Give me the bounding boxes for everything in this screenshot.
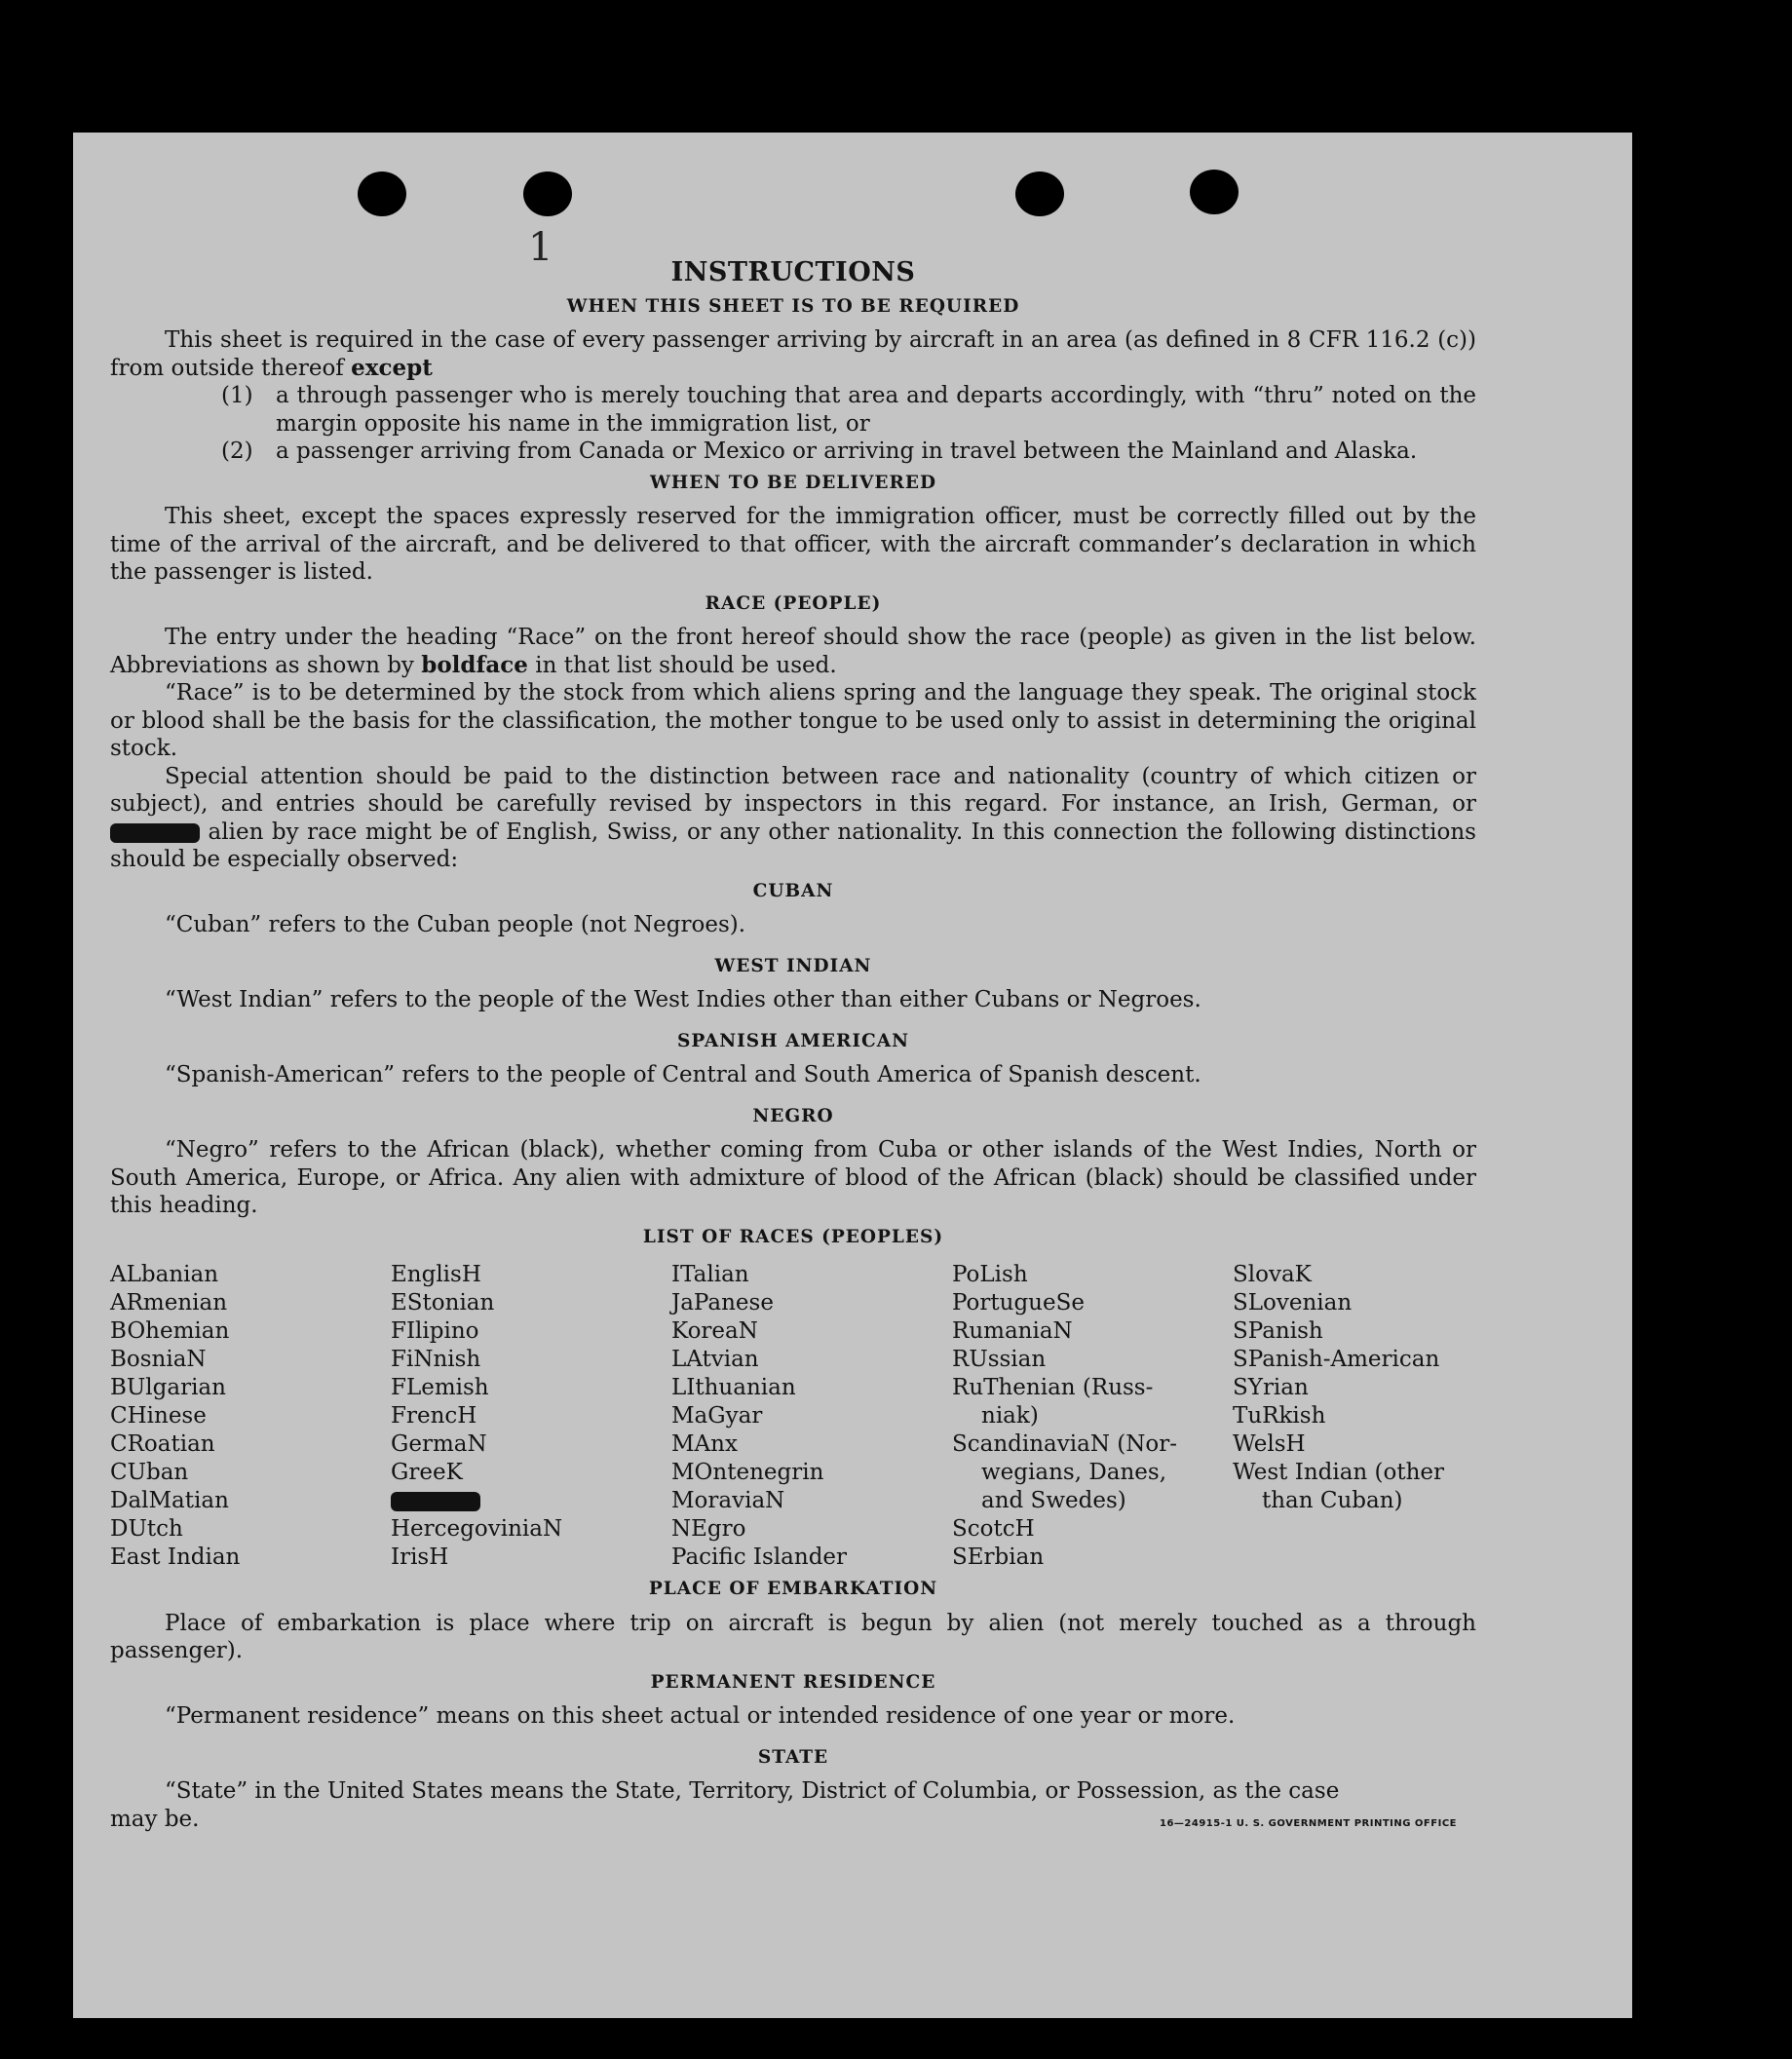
race-list-item: WelsH [1233,1431,1306,1457]
race-list-item: SPanish [1233,1318,1323,1344]
race-list-item [391,1487,671,1515]
race-list-item: LIthuanian [671,1375,796,1400]
race-list-item: PortugueSe [952,1290,1085,1315]
section-heading: STATE [757,1746,829,1768]
paragraph: Special attention should be paid to the distinction between race and nationality (country of which citizen or subject), and entries should be carefully revised by inspectors in this regard. For instance, an Irish, German, or alien by race might be of English, Swiss, or any other nationality. In this connection the following distinctions should be especially observed: [110,763,1476,872]
paragraph: This sheet, except the spaces expressly reserved for the immigration officer, must be correctly filled out by the time of the arrival of the aircraft, and be delivered to that officer, with the aircraft commander’s declaration in which the passenger is listed. [110,504,1476,585]
redaction-mark [391,1492,480,1511]
race-list-item: MaGyar [671,1403,763,1429]
race-list-item: GreeK [391,1460,463,1485]
section-heading: PLACE OF EMBARKATION [648,1579,938,1599]
race-list-item: ITalian [671,1262,749,1287]
race-list-item: MoraviaN [671,1488,785,1513]
race-list-item: HercegoviniaN [391,1516,563,1542]
page-title: INSTRUCTIONS [670,257,916,287]
race-list-item: BosniaN [110,1347,207,1372]
paragraph: “Permanent residence” means on this sheet actual or intended residence of one year or more. [165,1703,1236,1729]
race-list-item: SlovaK [1233,1262,1312,1287]
punch-hole [1015,172,1064,216]
section-heading: WHEN TO BE DELIVERED [650,472,936,493]
race-list-item: MOntenegrin [671,1460,824,1485]
paragraph: “State” in the United States means the State, Territory, District of Columbia, or Possession, as the case [165,1778,1340,1804]
race-list-item: Pacific Islander [671,1544,848,1570]
list-item: (1) a through passenger who is merely touching that area and departs accordingly, with “thru” noted on the margin opposite his name in the immigration list, or [221,383,1476,437]
race-list-item: than Cuban) [1262,1488,1403,1513]
race-list-item: EStonian [391,1290,495,1315]
race-column [110,1261,391,1572]
race-column [391,1261,671,1572]
instructions-body [110,259,1476,1838]
paragraph: “Negro” refers to the African (black), whether coming from Cuba or other islands of the West Indies, North or South America, Europe, or Africa. Any alien with admixture of blood of the African (black) should be classified under this heading. [110,1137,1476,1218]
race-list-item: DalMatian [110,1488,229,1513]
section-heading: PERMANENT RESIDENCE [650,1671,936,1693]
race-list-item: niak) [981,1403,1039,1429]
race-list-item: FLemish [391,1375,489,1400]
paragraph: This sheet is required in the case of every passenger arriving by aircraft in an area (as defined in 8 CFR 116.2 (c)) from outside thereof except [110,327,1476,381]
race-column [952,1261,1233,1572]
race-list-item: CUban [110,1460,189,1485]
race-list-item: BUlgarian [110,1375,226,1400]
race-list-item: SLovenian [1233,1290,1353,1315]
paragraph: Place of embarkation is place where trip on aircraft is begun by alien (not merely touched as a through passenger). [110,1610,1476,1663]
race-list [110,1261,1476,1572]
race-list-item: DUtch [110,1516,183,1542]
race-list-item: RuThenian (Russ- [952,1375,1154,1400]
race-list-item: RumaniaN [952,1318,1073,1344]
race-list-item: ScotcH [952,1516,1035,1542]
section-heading: CUBAN [752,880,834,901]
section-heading: WEST INDIAN [714,955,872,976]
race-list-item: FrencH [391,1403,477,1429]
paragraph: The entry under the heading “Race” on the front hereof should show the race (people) as given in the list below. Abbreviations as shown by boldface in that list should be used. [110,625,1476,678]
paragraph-end: may be. [110,1806,200,1832]
race-list-item: FiNnish [391,1347,481,1372]
race-list-item: JaPanese [671,1290,774,1315]
race-list-item: PoLish [952,1262,1028,1287]
race-list-item: KoreaN [671,1318,758,1344]
punch-hole [523,172,572,216]
section-heading: NEGRO [752,1105,834,1126]
race-list-item: LAtvian [671,1347,759,1372]
punch-hole [358,172,406,216]
race-list-item: SYrian [1233,1375,1309,1400]
paragraph: “West Indian” refers to the people of the West Indies other than either Cubans or Negroes. [165,987,1201,1012]
race-list-item: RUssian [952,1347,1047,1372]
list-item: (2) a passenger arriving from Canada or Mexico or arriving in travel between the Mainland and Alaska. [221,438,1418,464]
race-list-item: and Swedes) [981,1488,1126,1513]
punch-hole [1190,170,1239,214]
paragraph: “Spanish-American” refers to the people of Central and South America of Spanish descent. [165,1062,1201,1087]
race-list-item: wegians, Danes, [981,1460,1167,1485]
race-list-item: MAnx [671,1431,738,1457]
race-list-item: East Indian [110,1544,241,1570]
race-list-item: ALbanian [110,1262,219,1287]
handwritten-mark: 1 [528,225,553,270]
race-column [671,1261,952,1572]
race-list-item: FIlipino [391,1318,479,1344]
section-heading: WHEN THIS SHEET IS TO BE REQUIRED [566,295,1020,317]
race-list-item: NEgro [671,1516,746,1542]
race-list-item: SErbian [952,1544,1045,1570]
race-list-item: ARmenian [110,1290,228,1315]
section-heading: SPANISH AMERICAN [676,1030,910,1051]
redaction-mark [110,823,200,843]
section-heading: LIST OF RACES (PEOPLES) [642,1226,944,1247]
race-list-item: TuRkish [1233,1403,1326,1429]
race-list-item: West Indian (other [1233,1460,1445,1485]
race-list-item: ScandinaviaN (Nor- [952,1431,1177,1457]
race-list-item: SPanish-American [1233,1347,1440,1372]
form-sheet [73,133,1632,2018]
race-list-item: CRoatian [110,1431,215,1457]
section-heading: RACE (PEOPLE) [705,592,882,614]
race-list-item: CHinese [110,1403,207,1429]
printer-imprint: 16—24915-1 U. S. GOVERNMENT PRINTING OFFICE [1160,1817,1457,1829]
race-column [1233,1261,1476,1572]
paragraph: “Race” is to be determined by the stock from which aliens spring and the language they speak. The original stock or blood shall be the basis for the classification, the mother tongue to be used only to assist in determining the original stock. [110,680,1476,761]
paragraph: “Cuban” refers to the Cuban people (not Negroes). [165,912,746,937]
race-list-item: IrisH [391,1544,449,1570]
race-list-item: BOhemian [110,1318,230,1344]
race-list-item: GermaN [391,1431,487,1457]
race-list-item: EnglisH [391,1262,481,1287]
